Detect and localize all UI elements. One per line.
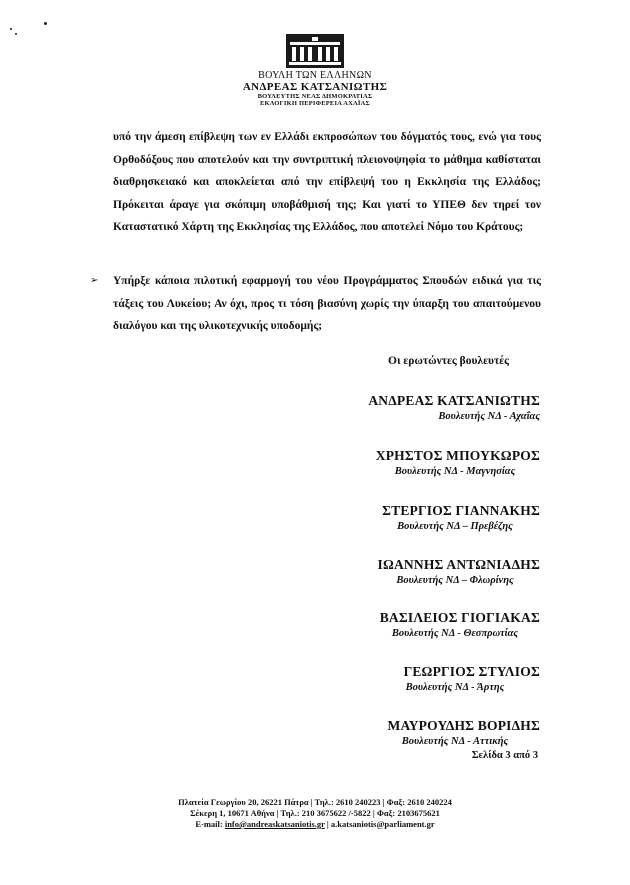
signer-role: Βουλευτής ΝΔ - Αττικής xyxy=(401,736,509,747)
signer-name: ΜΑΥΡΟΥΔΗΣ ΒΟΡΙΔΗΣ xyxy=(387,718,540,733)
signer-name: ΧΡΗΣΤΟΣ ΜΠΟΥΚΩΡΟΣ xyxy=(375,448,540,463)
signers-title: Οι ερωτώντες βουλευτές xyxy=(388,355,510,367)
footer-address-patra: Πλατεία Γεωργίου 20, 26221 Πάτρα | Τηλ.: 2610 240223 | Φαξ: 2610 240224 xyxy=(178,797,452,807)
signer-block xyxy=(300,393,540,422)
body-paragraph-1: υπό την άμεση επίβλεψη των εν Ελλάδι εκπροσώπων του δόγματός τους, ενώ για τους Ορθοδόξους που αποτελούν και την συντριπτική πλειονοψηφία το μάθημα καθίσταται διαθρησκειακό και αποκλείεται από την επίβλεψή του η Εκκλησία της Ελλάδος; Πρόκειται άραγε για σκόπιμη υποβάθμισή της; Και γιατί το ΥΠΕΘ δεν τηρεί τον Καταστατικό Χάρτη της Εκκλησίας της Ελλάδος, που αποτελεί Νόμο του Κράτους; xyxy=(113,131,541,233)
signer-name: ΙΩΑΝΝΗΣ ΑΝΤΩΝΙΑΔΗΣ xyxy=(377,557,540,572)
footer-email-line xyxy=(0,819,630,829)
header-role: ΒΟΥΛΕΥΤΗΣ ΝΕΑΣ ΔΗΜΟΚΡΑΤΙΑΣ xyxy=(257,93,373,100)
signer-role: Βουλευτής ΝΔ - Θεσπρωτίας xyxy=(391,628,519,639)
signer-role: Βουλευτής ΝΔ – Πρεβέζης xyxy=(397,521,513,532)
footer-email-label: E-mail: xyxy=(195,819,225,829)
signer-role: Βουλευτής ΝΔ - Αχαΐας xyxy=(438,411,540,422)
footer-address-athens: Σέκερη 1, 10671 Αθήνα | Τηλ.: 210 3675622 /-5822 | Φαξ: 2103675621 xyxy=(190,808,440,818)
body-paragraph-2: Υπήρξε κάποια πιλοτική εφαρμογή του νέου Προγράμματος Σπουδών ειδικά για τις τάξεις του Λυκείου; Αν όχι, προς τι τόση βιασύνη χωρίς την ύπαρξη του απαιτούμενου διαλόγου και της υλικοτεχνικής υποδομής; xyxy=(113,275,541,332)
page-number: Σελίδα 3 από 3 xyxy=(471,750,538,761)
signer-block xyxy=(300,718,540,747)
scan-speck xyxy=(15,33,17,35)
signer-name: ΒΑΣΙΛΕΙΟΣ ΓΙΟΓΙΑΚΑΣ xyxy=(379,610,540,625)
footer-email-link-2[interactable]: a.katsaniotis@parliament.gr xyxy=(330,819,435,829)
bullet-arrow-icon: ➢ xyxy=(90,275,99,286)
signer-block xyxy=(300,664,540,693)
header-district: ΕΚΛΟΓΙΚΗ ΠΕΡΙΦΕΡΕΙΑ ΑΧΑΪΑΣ xyxy=(260,100,370,107)
header-name: ΑΝΔΡΕΑΣ ΚΑΤΣΑΝΙΩΤΗΣ xyxy=(242,81,388,93)
signer-role: Βουλευτής ΝΔ - Μαγνησίας xyxy=(394,466,516,477)
signer-name: ΑΝΔΡΕΑΣ ΚΑΤΣΑΝΙΩΤΗΣ xyxy=(368,393,540,408)
scan-speck xyxy=(10,28,12,30)
footer-email-separator: | xyxy=(324,819,331,829)
signer-block xyxy=(300,557,540,586)
signer-name: ΣΤΕΡΓΙΟΣ ΓΙΑΝΝΑΚΗΣ xyxy=(382,503,540,518)
signer-block xyxy=(300,610,540,639)
footer-email-link-1[interactable]: info@andreaskatsaniotis.gr xyxy=(224,819,325,829)
scan-speck xyxy=(44,22,47,25)
signer-block xyxy=(300,448,540,477)
header-office: ΒΟΥΛΗ ΤΩΝ ΕΛΛΗΝΩΝ xyxy=(258,70,372,81)
signer-role: Βουλευτής ΝΔ – Φλωρίνης xyxy=(396,575,514,586)
signer-role: Βουλευτής ΝΔ - Άρτης xyxy=(405,682,505,693)
signer-block xyxy=(300,503,540,532)
signer-name: ΓΕΩΡΓΙΟΣ ΣΤΥΛΙΟΣ xyxy=(403,664,540,679)
parliament-building-icon xyxy=(286,34,344,68)
